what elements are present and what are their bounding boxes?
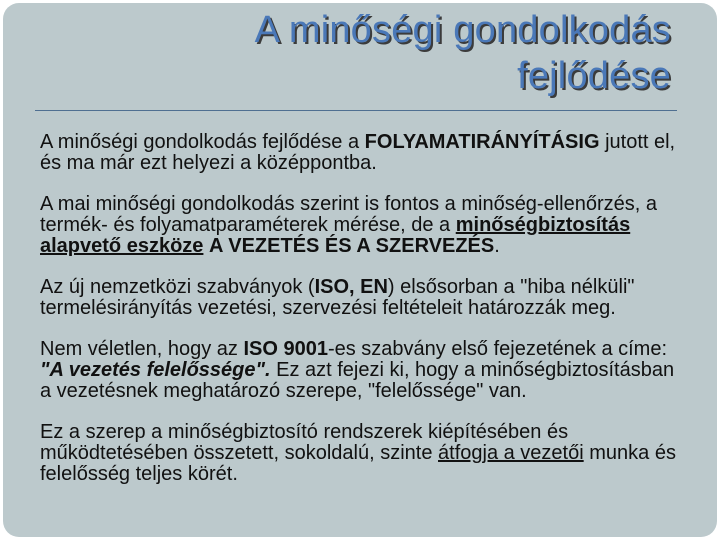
slide-body bbox=[40, 132, 680, 505]
paragraph-2 bbox=[40, 194, 680, 257]
p5-underlined: átfogja a vezetői bbox=[438, 442, 584, 464]
title-divider bbox=[35, 110, 677, 111]
p2-text: A mai minőségi gondolkodás szerint is fontos a minőség-ellenőrzés, a termék- és folyamatparaméterek mérése, de a bbox=[40, 193, 657, 236]
paragraph-1 bbox=[40, 132, 680, 174]
paragraph-5 bbox=[40, 422, 680, 485]
p2-bold: A VEZETÉS ÉS A SZERVEZÉS bbox=[208, 235, 495, 257]
p4-bold: ISO 9001 bbox=[243, 338, 328, 360]
p2-period: . bbox=[494, 235, 500, 257]
p3-text: Az új nemzetközi szabványok ( bbox=[40, 276, 315, 298]
p4-text-mid: -es szabvány első fejezetének a címe: bbox=[327, 338, 668, 360]
paragraph-4 bbox=[40, 339, 680, 402]
slide-panel bbox=[3, 3, 717, 537]
p5-text: Ez a szerep a minőségbiztosító rendszerek kiépítésében és működtetésében összetett, sokoldalú, szinte bbox=[40, 421, 569, 464]
p5-text-end: munka és felelősség teljes körét. bbox=[40, 442, 676, 485]
p3-text-end: ) elsősorban a "hiba nélküli" termelésirányítás vezetési, szervezési feltételeit határozzák meg. bbox=[40, 276, 635, 319]
p1-text-end: jutott el, és ma már ezt helyezi a középpontba. bbox=[40, 131, 676, 174]
title-line-1: A minőségi gondolkodás bbox=[254, 9, 671, 51]
p1-bold: FOLYAMATIRÁNYÍTÁSIG bbox=[364, 131, 600, 153]
title-line-2: fejlődése bbox=[517, 55, 671, 97]
p4-bold-italic: "A vezetés felelőssége". bbox=[40, 359, 271, 381]
p1-text: A minőségi gondolkodás fejlődése a bbox=[40, 131, 365, 153]
p4-text-end: Ez azt fejezi ki, hogy a minőségbiztosításban a vezetésnek meghatározó szerepe, "felelőssége" van. bbox=[40, 359, 675, 402]
slide-title bbox=[255, 7, 671, 99]
p3-bold: ISO, EN bbox=[314, 276, 388, 298]
paragraph-3 bbox=[40, 277, 680, 319]
p4-text: Nem véletlen, hogy az bbox=[40, 338, 244, 360]
p2-underlined: minőségbiztosítás alapvető eszköze bbox=[40, 214, 631, 257]
